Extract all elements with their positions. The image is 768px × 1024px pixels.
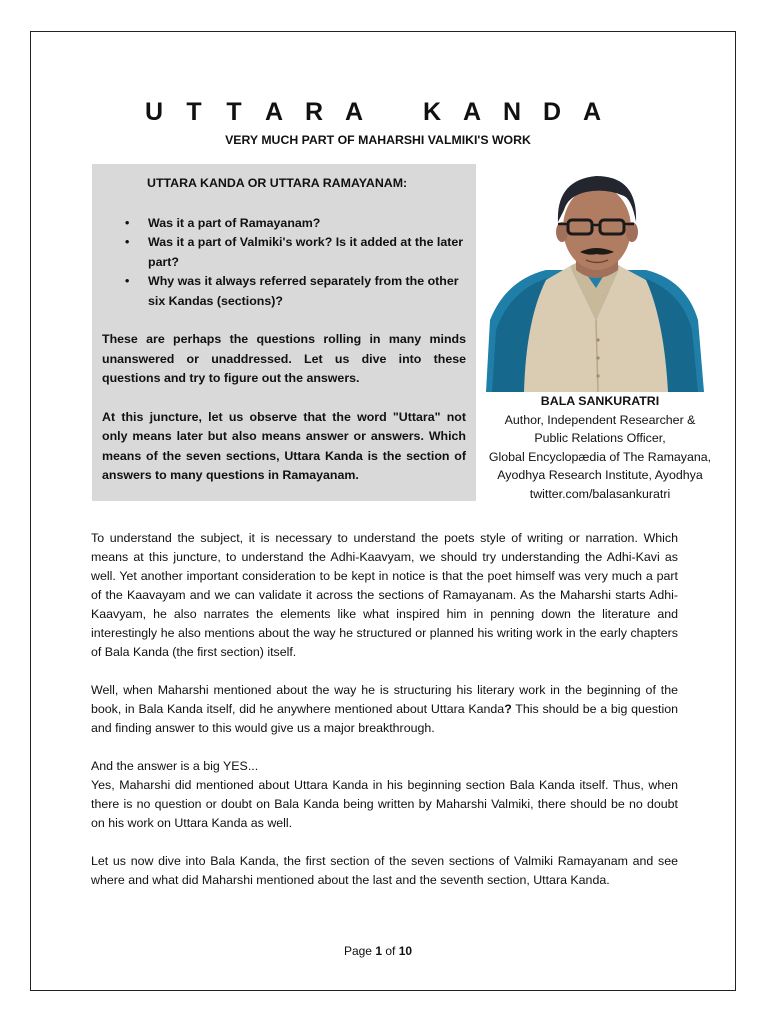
title-letter: R: [304, 98, 324, 126]
body-text: [91, 529, 678, 909]
body-paragraph: Yes, Maharshi did mentioned about Uttara Kanda in his beginning section Bala Kanda itself. Thus, when there is no question or doubt on Bala Kanda being written by Maharshi Valmiki, there should be no doubt on his work on Uttara Kanda as well.: [91, 778, 678, 830]
total-pages: 10: [398, 944, 413, 958]
author-affiliation: Global Encyclopædia of The Ramayana,: [488, 449, 712, 464]
title-letter: T: [226, 98, 242, 126]
author-name: BALA SANKURATRI: [540, 394, 660, 408]
page-footer: [90, 943, 666, 959]
question-mark: ?: [504, 702, 512, 716]
author-twitter: twitter.com/balasankuratri: [529, 486, 671, 501]
title-letter: A: [344, 98, 364, 126]
title-letter: A: [582, 98, 602, 126]
questions-box: [92, 164, 476, 501]
title-letter: T: [186, 98, 202, 126]
question-item: [102, 233, 466, 272]
body-paragraph: [91, 681, 678, 738]
question-item: [102, 214, 466, 234]
question-text: Was it a part of Ramayanam?: [148, 215, 321, 230]
title-letter: A: [264, 98, 284, 126]
body-paragraph-text: This should be a big question and finding answer to this would give us a major breakthrough.: [91, 702, 679, 735]
title-letter: N: [502, 98, 522, 126]
body-paragraph: And the answer is a big YES...: [91, 759, 259, 773]
title-letter: A: [462, 98, 482, 126]
author-role: Author, Independent Researcher &: [504, 412, 696, 427]
of-label: of: [385, 944, 396, 958]
bullet-icon: •: [125, 274, 130, 288]
body-paragraph-text: Well, when Maharshi mentioned about the way he is structuring his literary work in the beginning of the book, in Bala Kanda itself, did he anywhere mentioned about Uttara Kanda: [91, 683, 678, 716]
title-letter: D: [542, 98, 562, 126]
uttara-meaning-paragraph: At this juncture, let us observe that the word "Uttara" not only means later but also means answer or answers. Which means of the seven sections, Uttara Kanda is the section of answers to many questions in Ramayanam.: [102, 409, 466, 482]
author-caption: [480, 392, 720, 503]
title-letter: U: [144, 98, 164, 126]
questions-intro-paragraph: These are perhaps the questions rolling in many minds unanswered or unaddressed. Let us dive into these questions and try to figure out the answers.: [102, 332, 466, 385]
document-title: [90, 96, 656, 128]
questions-list: [102, 214, 466, 312]
author-role: Public Relations Officer,: [534, 431, 666, 445]
document-subtitle: VERY MUCH PART OF MAHARSHI VALMIKI'S WORK: [225, 133, 531, 147]
question-text: Was it a part of Valmiki's work? Is it added at the later part?: [148, 235, 464, 269]
question-text: Why was it always referred separately from the other six Kandas (sections)?: [148, 274, 459, 308]
author-photo: [486, 170, 704, 392]
question-item: [102, 272, 466, 311]
body-paragraph: To understand the subject, it is necessary to understand the poets style of writing or narration. Which means at this juncture, to understand the Adhi-Kaavyam, we should try understanding the Adhi-Kavi as well. Yet another important consideration to be kept in notice is that the poet himself was very much a part of the Kaavayam and we can validate it across the sections of Ramayanam. As the Maharshi starts Adhi-Kaavyam, he also narrates the elements like what inspired him in penning down the literature and interestingly he also mentions about the way he structured or planned his writing work in the early chapters of Bala Kanda (the first section) itself.: [91, 531, 678, 659]
title-letter: K: [422, 98, 442, 126]
page-label: Page: [343, 944, 372, 958]
author-affiliation: Ayodhya Research Institute, Ayodhya: [497, 468, 703, 482]
bullet-icon: •: [125, 235, 130, 249]
body-paragraph: Let us now dive into Bala Kanda, the first section of the seven sections of Valmiki Ramayanam and see where and what did Maharshi mentioned about the last and the seventh section, Uttara Kanda.: [91, 854, 678, 887]
current-page: 1: [375, 944, 382, 958]
bullet-icon: •: [125, 215, 130, 230]
questions-heading: UTTARA KANDA OR UTTARA RAMAYANAM:: [147, 176, 408, 190]
